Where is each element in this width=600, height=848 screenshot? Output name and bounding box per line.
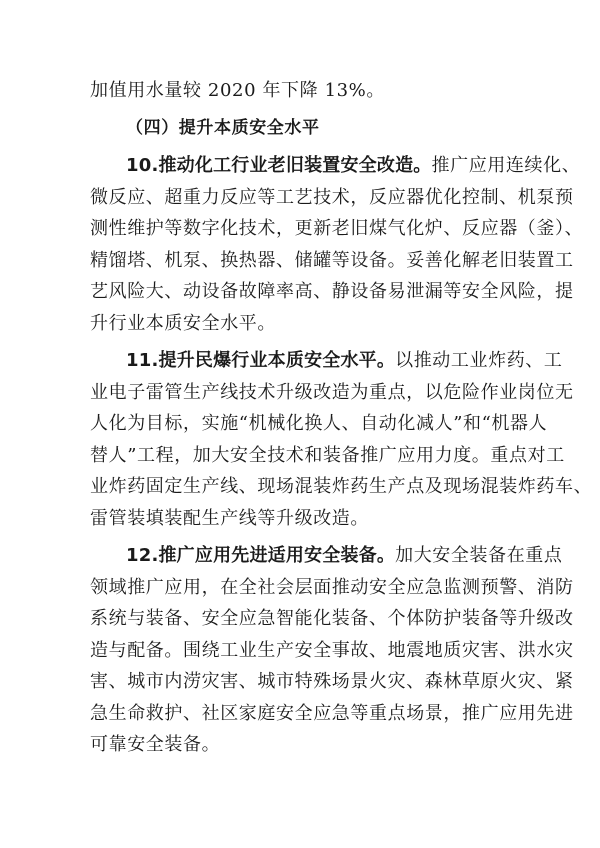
paragraph-line: 替人”工程，加大安全技术和装备推广应用力度。重点对工 xyxy=(90,444,565,466)
paragraph-line: 人化为目标，实施“机械化换人、自动化减人”和“机器人 xyxy=(90,413,548,434)
paragraph-line: 业炸药固定生产线、现场混装炸药生产点及现场混装炸药车、 xyxy=(90,476,593,497)
paragraph-lead: 11.提升民爆行业本质安全水平。 xyxy=(126,350,396,371)
paragraph-line: 可靠安全装备。 xyxy=(90,734,221,755)
paragraph-line: 系统与装备、安全应急智能化装备、个体防护装备等升级改 xyxy=(90,608,574,629)
paragraph-line: 艺风险大、动设备故障率高、静设备易泄漏等安全风险，提 xyxy=(90,281,574,302)
paragraph-line: 测性维护等数字化技术，更新老旧煤气化炉、反应器（釜）、 xyxy=(90,218,584,239)
paragraph-11 xyxy=(90,345,593,534)
intro-line: 加值用水量较 2020 年下降 13%。 xyxy=(90,80,385,101)
paragraph-line: 造与配备。围绕工业生产安全事故、地震地质灾害、洪水灾 xyxy=(90,639,574,661)
section-heading: （四）提升本质安全水平 xyxy=(126,117,320,138)
paragraph-lead: 10.推动化工行业老旧装置安全改造。 xyxy=(126,155,432,176)
paragraph-line: 微反应、超重力反应等工艺技术，反应器优化控制、机泵预 xyxy=(90,186,574,208)
paragraph-line xyxy=(90,150,581,182)
document-page xyxy=(90,75,593,761)
paragraph-line xyxy=(90,345,563,377)
paragraph-line xyxy=(90,540,563,572)
paragraph-12 xyxy=(90,540,574,761)
paragraph-lead: 12.推广应用先进适用安全装备。 xyxy=(126,545,396,566)
paragraph-line: 雷管装填装配生产线等升级改造。 xyxy=(90,507,369,529)
paragraph-10 xyxy=(90,150,584,339)
paragraph-line: 精馏塔、机泵、换热器、储罐等设备。妥善化解老旧装置工 xyxy=(90,249,574,271)
paragraph-line: 害、城市内涝灾害、城市特殊场景火灾、森林草原火灾、紧 xyxy=(90,671,574,692)
paragraph-line: 领域推广应用，在全社会层面推动安全应急监测预警、消防 xyxy=(90,576,574,598)
paragraph-text: 以推动工业炸药、工 xyxy=(395,350,563,371)
paragraph-line: 业电子雷管生产线技术升级改造为重点，以危险作业岗位无 xyxy=(90,381,574,403)
paragraph-line: 升行业本质安全水平。 xyxy=(90,312,276,334)
paragraph-text: 加大安全装备在重点 xyxy=(395,545,563,566)
paragraph-line: 急生命救护、社区家庭安全应急等重点场景，推广应用先进 xyxy=(90,702,574,724)
paragraph-text: 推广应用连续化、 xyxy=(431,155,581,176)
